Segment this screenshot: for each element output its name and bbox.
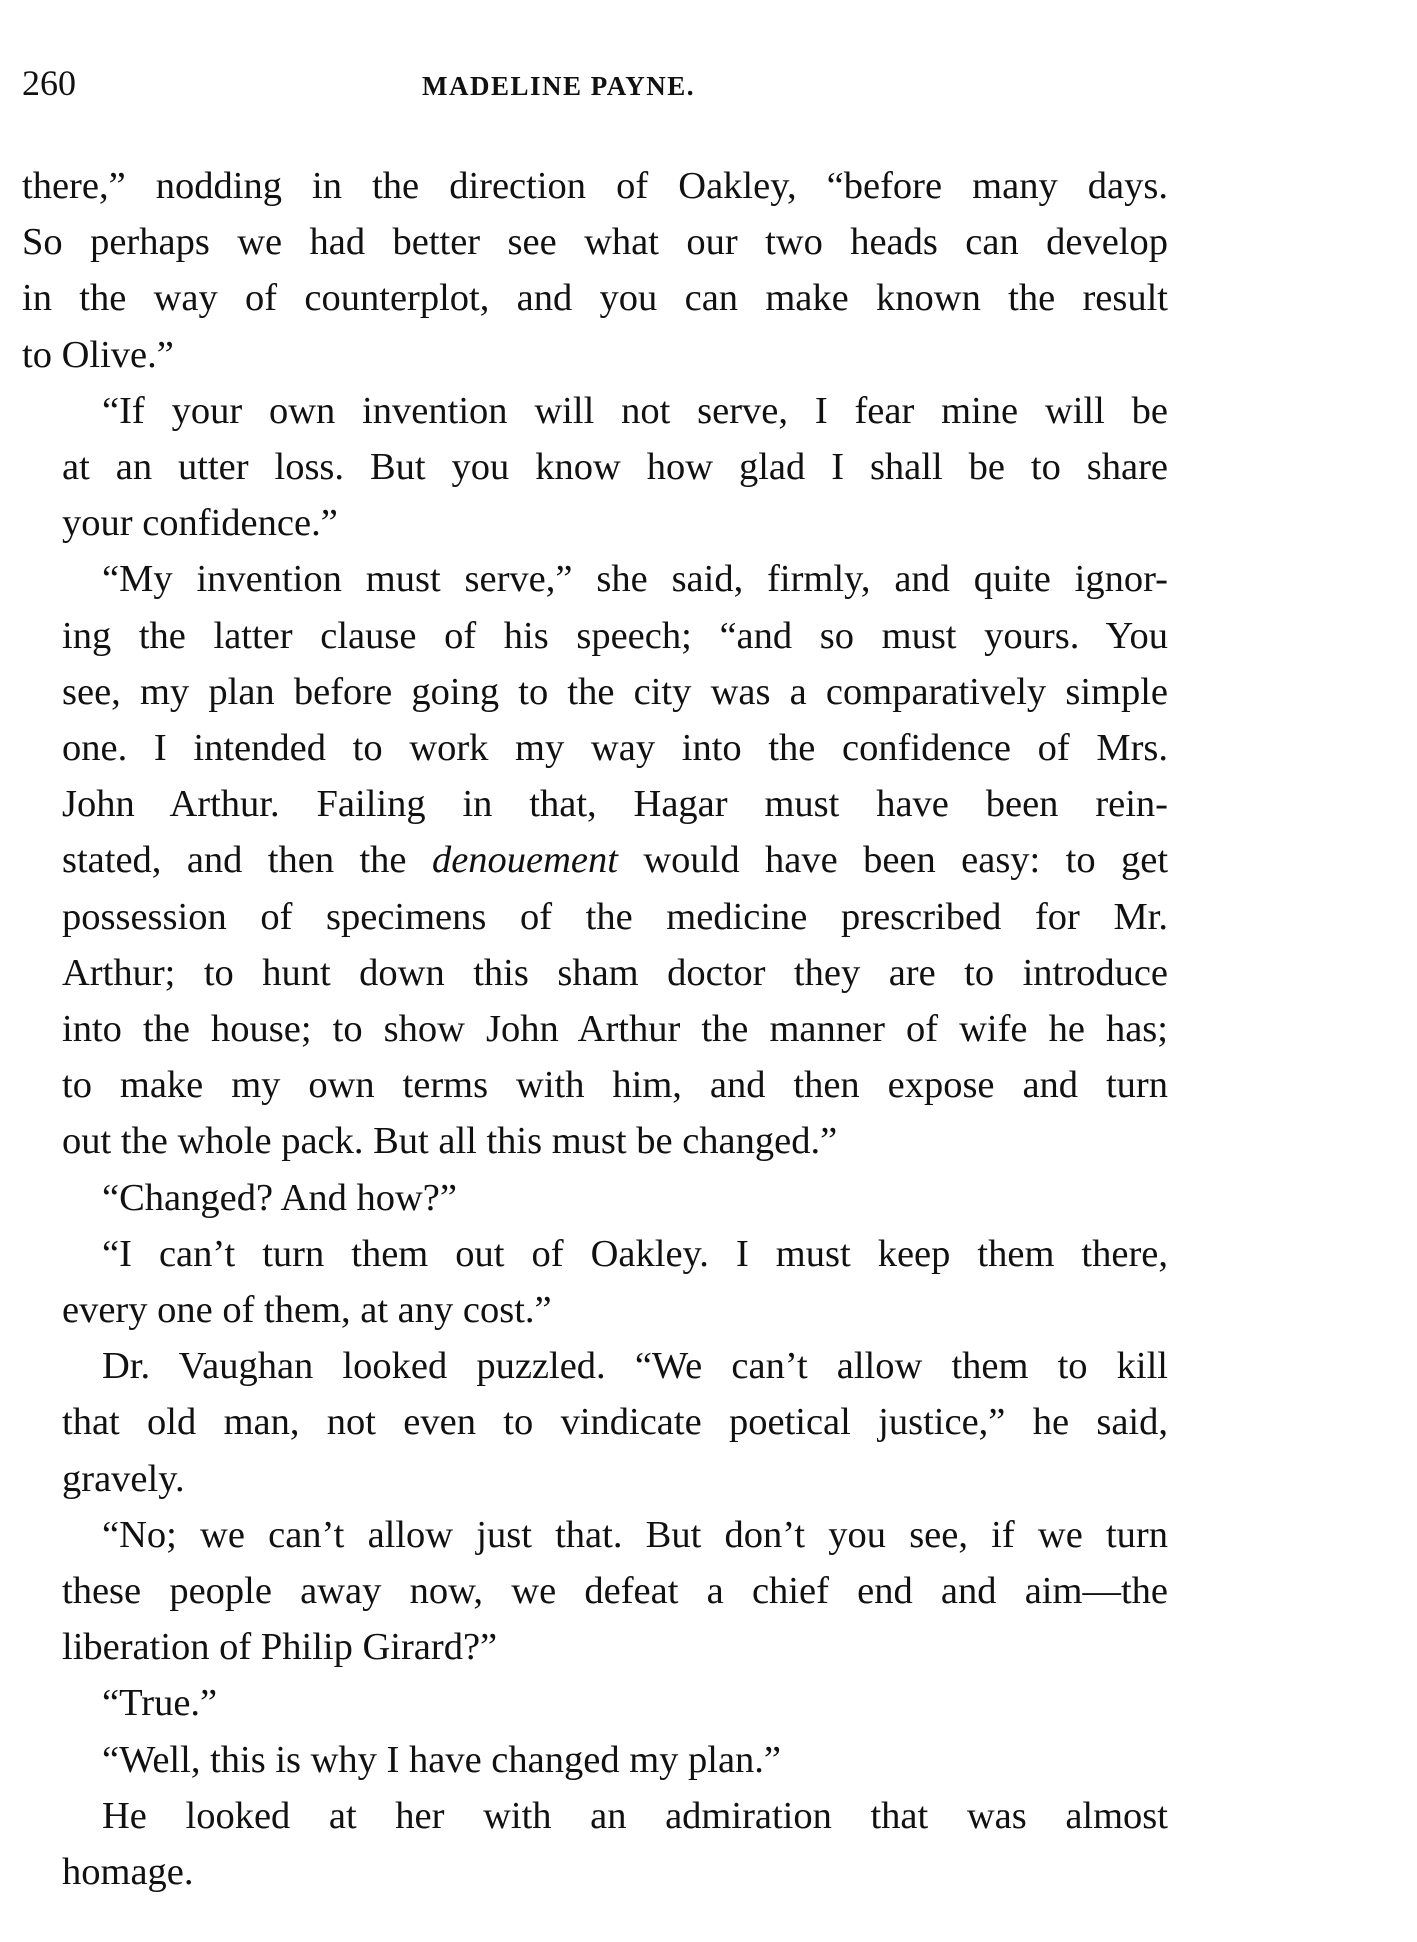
paragraph (22, 383, 1168, 552)
text-line: to make my own terms with him, and then expose and turn (62, 1064, 1168, 1107)
paragraph (22, 158, 1168, 383)
text-line: He looked at her with an admiration that was almost (102, 1794, 1168, 1837)
text-line: see, my plan before going to the city was a comparatively simple (62, 670, 1168, 713)
text-fragment: stated, and then the (62, 839, 407, 882)
text-line: one. I intended to work my way into the confidence of Mrs. (62, 727, 1168, 770)
paragraph (22, 1507, 1168, 1676)
text-line: possession of specimens of the medicine prescribed for Mr. (62, 895, 1168, 938)
text-line: every one of them, at any cost.” (62, 1289, 552, 1332)
text-fragment: would have been easy: to get (643, 839, 1169, 882)
text-line: that old man, not even to vindicate poetical justice,” he said, (62, 1401, 1168, 1444)
text-line: into the house; to show John Arthur the manner of wife he has; (62, 1008, 1168, 1051)
text-line: “Well, this is why I have changed my plan.” (102, 1738, 782, 1781)
text-line: “Changed? And how?” (102, 1176, 457, 1219)
text-line: to Olive.” (22, 333, 174, 376)
text-line: your confidence.” (62, 502, 338, 545)
text-line: “My invention must serve,” she said, firmly, and quite ignor- (102, 558, 1168, 601)
text-line: ing the latter clause of his speech; “and so must yours. You (62, 614, 1168, 657)
text-line: “If your own invention will not serve, I fear mine will be (102, 389, 1168, 432)
text-line: “No; we can’t allow just that. But don’t you see, if we turn (102, 1513, 1168, 1556)
paragraph (22, 1788, 1168, 1900)
text-line: “I can’t turn them out of Oakley. I must keep them there, (102, 1232, 1168, 1275)
paragraph (22, 1338, 1168, 1507)
paragraph (22, 1732, 1168, 1788)
page-number: 260 (22, 63, 76, 103)
text-line: at an utter loss. But you know how glad I shall be to share (62, 446, 1168, 489)
text-line-with-italic (22, 832, 1168, 888)
text-line: out the whole pack. But all this must be changed.” (62, 1120, 838, 1163)
text-line: “True.” (102, 1682, 218, 1725)
paragraph (22, 1226, 1168, 1338)
text-line: in the way of counterplot, and you can make known the result (22, 277, 1168, 320)
text-line: Dr. Vaughan looked puzzled. “We can’t allow them to kill (102, 1345, 1168, 1388)
page-header (22, 58, 1172, 108)
paragraph (22, 551, 1168, 1169)
running-head: MADELINE PAYNE. (422, 71, 696, 101)
paragraph (22, 1170, 1168, 1226)
text-line: gravely. (62, 1457, 185, 1500)
text-line: John Arthur. Failing in that, Hagar must have been rein- (62, 783, 1168, 826)
text-line: Arthur; to hunt down this sham doctor they are to introduce (62, 951, 1168, 994)
text-line: there,” nodding in the direction of Oakley, “before many days. (22, 165, 1168, 207)
text-line: these people away now, we defeat a chief end and aim—the (62, 1570, 1168, 1613)
text-line: So perhaps we had better see what our two heads can develop (22, 221, 1168, 264)
paragraph (22, 1675, 1168, 1731)
text-line: liberation of Philip Girard?” (62, 1626, 498, 1669)
italic-word: denouement (431, 839, 618, 882)
text-line: homage. (62, 1851, 194, 1894)
body-text (22, 158, 1168, 1900)
